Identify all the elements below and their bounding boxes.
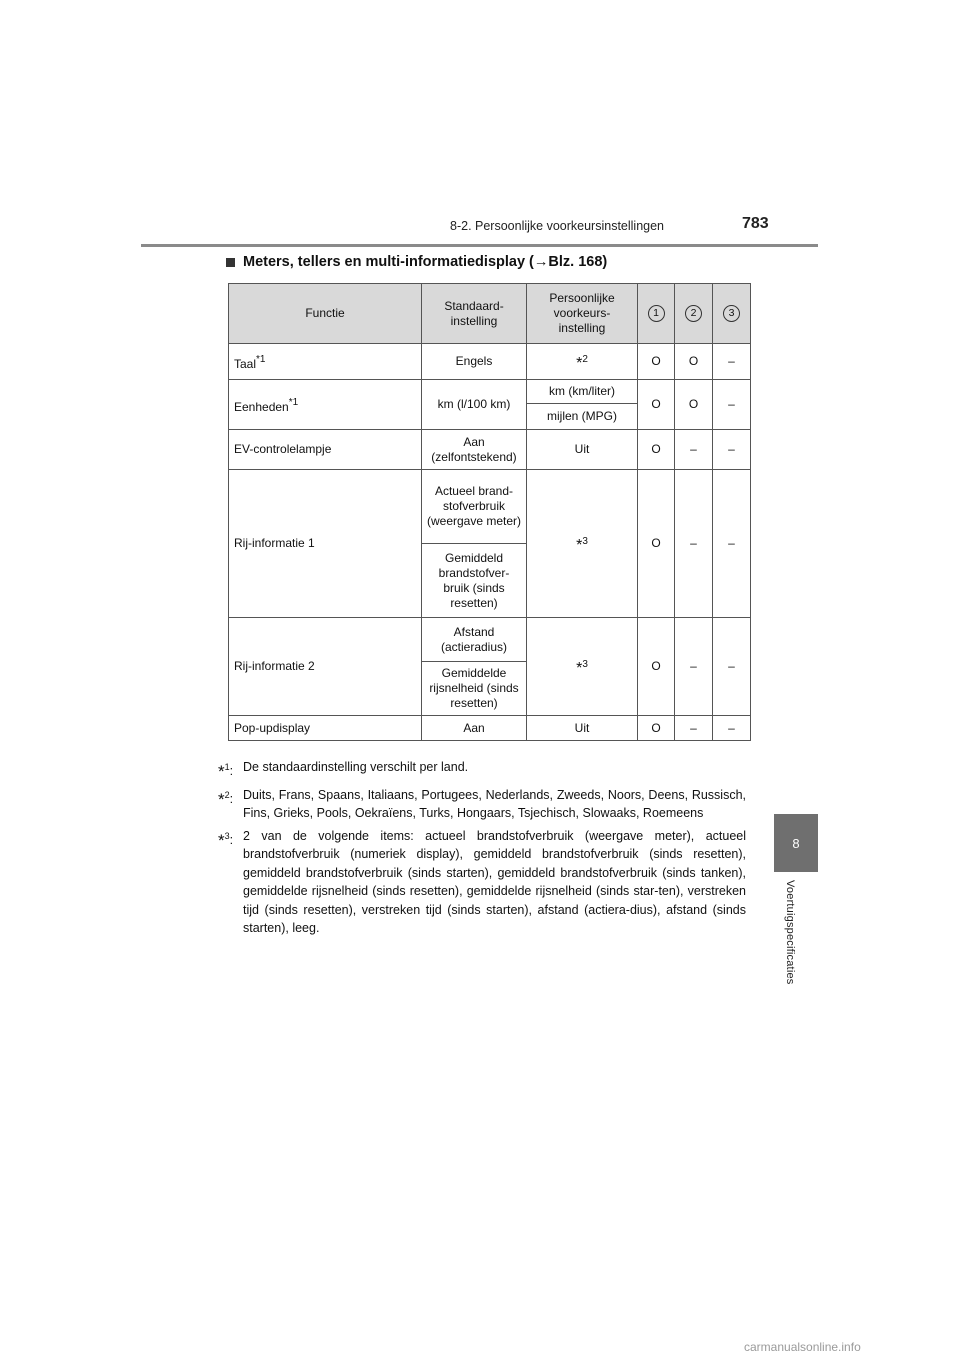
footnote-1 (218, 758, 746, 782)
header-divider (141, 244, 818, 247)
footnote-text: Duits, Frans, Spaans, Italiaans, Portugees, Nederlands, Zweeds, Noors, Deens, Russisch, Fins, Grieks, Pools, Oekraïens, Turks, Hongaars, Tsjechisch, Slowaaks, Roemeens (243, 787, 746, 821)
header-default: Standaard-instelling (422, 284, 527, 344)
circled-two-icon: 2 (685, 305, 702, 322)
section-title-ref: Blz. 168) (548, 254, 608, 270)
row-label-rij1: Rij-informatie 1 (229, 470, 422, 618)
table-row (229, 380, 751, 404)
row-custom-eenheden-a: km (km/liter) (527, 380, 638, 404)
row-c2-eenheden: O (675, 380, 713, 430)
row-label-eenheden: Eenheden$^{*1}$ (229, 380, 422, 430)
settings-table (228, 283, 751, 741)
row-c3-rij1: – (713, 470, 751, 618)
row-c3-popup: – (713, 716, 751, 741)
circled-one-icon: 1 (648, 305, 665, 322)
watermark: carmanualsonline.info (744, 1340, 861, 1354)
row-c1-popup: O (638, 716, 675, 741)
row-c1-taal: O (638, 344, 675, 380)
table-row (229, 470, 751, 544)
row-default-rij2-a: Afstand (actieradius) (422, 618, 527, 662)
section-title-text: Meters, tellers en multi-informatiedisplay ( (243, 254, 534, 270)
table-row (229, 618, 751, 662)
table-row (229, 344, 751, 380)
row-c1-ev: O (638, 430, 675, 470)
running-header-section: 8-2. Persoonlijke voorkeursinstellingen (450, 219, 665, 233)
header-col2 (675, 284, 713, 344)
row-c3-taal: – (713, 344, 751, 380)
row-default-rij1-b: Gemiddeld brandstofver-bruik (sinds resetten) (422, 544, 527, 618)
row-c2-taal: O (675, 344, 713, 380)
row-custom-rij1: *$^3$ (527, 470, 638, 618)
header-col1 (638, 284, 675, 344)
row-custom-popup: Uit (527, 716, 638, 741)
row-custom-rij2: *$^3$ (527, 618, 638, 716)
table-row (229, 430, 751, 470)
row-label-rij2: Rij-informatie 2 (229, 618, 422, 716)
row-c1-rij1: O (638, 470, 675, 618)
footnote-text: De standaardinstelling verschilt per land. (243, 760, 469, 774)
circled-three-icon: 3 (723, 305, 740, 322)
row-label-ev: EV-controlelampje (229, 430, 422, 470)
footnote-2 (218, 786, 746, 823)
footnote-3 (218, 827, 746, 938)
table-header-row (229, 284, 751, 344)
chapter-number: 8 (792, 835, 800, 851)
row-c1-eenheden: O (638, 380, 675, 430)
row-label-taal: Taal$^{*1}$ (229, 344, 422, 380)
row-custom-taal: *$^2$ (527, 344, 638, 380)
row-c2-rij2: – (675, 618, 713, 716)
row-c3-ev: – (713, 430, 751, 470)
row-default-taal: Engels (422, 344, 527, 380)
header-custom: Persoonlijke voorkeurs-instelling (527, 284, 638, 344)
section-title (226, 254, 607, 270)
chapter-tab (774, 814, 818, 872)
row-custom-ev: Uit (527, 430, 638, 470)
table-row (229, 716, 751, 741)
row-c3-rij2: – (713, 618, 751, 716)
row-default-popup: Aan (422, 716, 527, 741)
footnote-mark: *$^2$: (218, 789, 234, 809)
header-col3 (713, 284, 751, 344)
footnote-mark: *$^1$: (218, 762, 234, 782)
chapter-label: Voertuigspecificaties (784, 880, 796, 985)
arrow-right-icon: → (533, 254, 549, 270)
row-c2-popup: – (675, 716, 713, 741)
row-c2-rij1: – (675, 470, 713, 618)
footnotes (218, 758, 746, 942)
header-function: Functie (229, 284, 422, 344)
row-c1-rij2: O (638, 618, 675, 716)
row-label-popup: Pop-updisplay (229, 716, 422, 741)
row-c3-eenheden: – (713, 380, 751, 430)
footnote-mark: *$^3$: (218, 830, 234, 850)
row-default-rij2-b: Gemiddelde rijsnelheid (sinds resetten) (422, 662, 527, 716)
row-custom-eenheden-b: mijlen (MPG) (527, 404, 638, 430)
square-bullet-icon (226, 258, 235, 267)
page-number: 783 (742, 215, 769, 232)
row-default-rij1-a: Actueel brand-stofverbruik (weergave meter) (422, 470, 527, 544)
row-default-eenheden: km (l/100 km) (422, 380, 527, 430)
row-default-ev: Aan (zelfontstekend) (422, 430, 527, 470)
row-c2-ev: – (675, 430, 713, 470)
footnote-text: 2 van de volgende items: actueel brandstofverbruik (weergave meter), actueel brandstofverbruik (numeriek display), gemiddeld brandstofverbruik (sinds resetten), gemiddeld brandstofverbruik (sinds starten), gemiddeld brandstofverbruik (sinds tanken), gemiddelde rijsnelheid (sinds resetten), gemiddelde rijsnelheid (sinds star-ten), verstreken tijd (sinds resetten), verstreken tijd (sinds starten), afstand (actiera-dius), afstand (sinds starten), leeg. (243, 828, 746, 936)
